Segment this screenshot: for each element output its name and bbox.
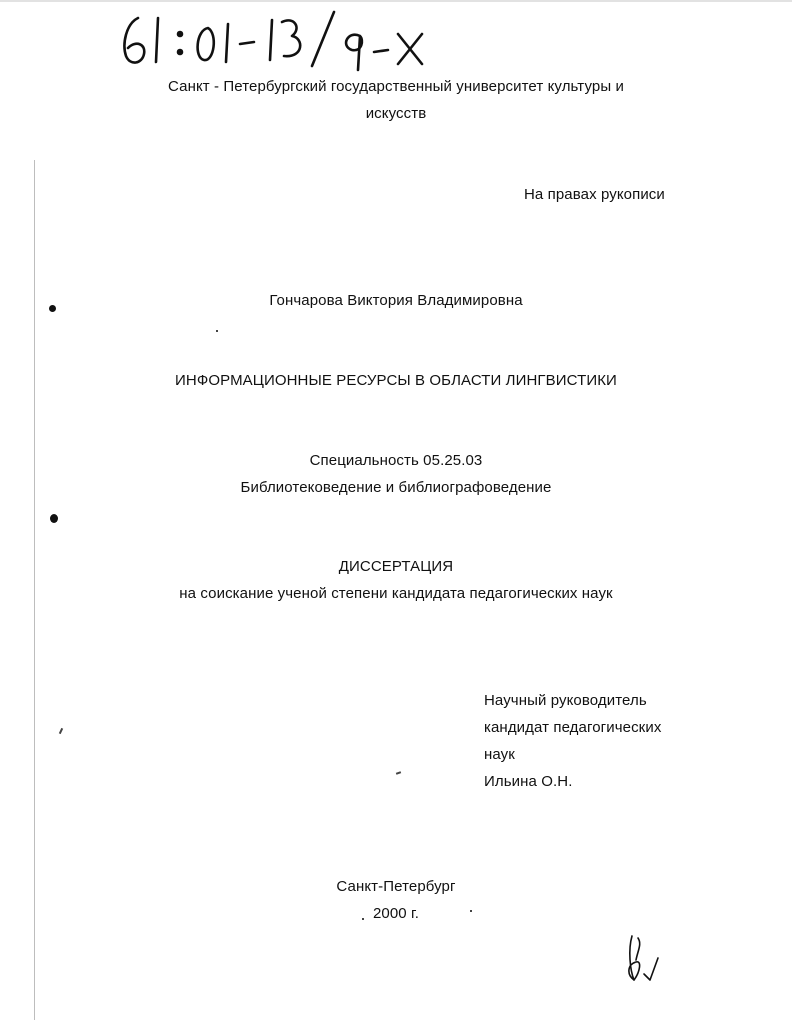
footer-year: 2000 г. [372,905,420,922]
specialty-code: Специальность 05.25.03 [309,452,483,469]
supervisor-name: Ильина О.Н. [484,773,573,790]
scan-edge-top [0,0,792,2]
supervisor-degree-cont: наук [484,746,515,763]
punch-mark-top [49,305,56,312]
author-name: Гончарова Виктория Владимировна [269,292,523,309]
manuscript-note: На правах рукописи [524,186,665,203]
scan-speck [362,918,364,920]
scan-speck [59,728,63,734]
supervisor-degree: кандидат педагогических [484,719,662,736]
institution-line-1: Санкт - Петербургский государственный университет культуры и [168,78,624,95]
scan-speck [396,771,401,775]
scan-speck [216,330,218,332]
dissertation-title: ИНФОРМАЦИОННЫЕ РЕСУРСЫ В ОБЛАСТИ ЛИНГВИСТИКИ [175,372,617,389]
dissertation-subheading: на соискание ученой степени кандидата педагогических наук [179,585,613,602]
punch-mark-middle [50,514,58,523]
institution-line-2: искусств [365,105,427,122]
handwritten-archive-code [112,4,442,74]
signature-mark [618,930,668,990]
footer-city: Санкт-Петербург [336,878,456,895]
supervisor-label: Научный руководитель [484,692,647,709]
dissertation-heading: ДИССЕРТАЦИЯ [338,558,454,575]
specialty-name: Библиотековедение и библиографоведение [240,479,552,496]
scan-speck [470,910,472,912]
